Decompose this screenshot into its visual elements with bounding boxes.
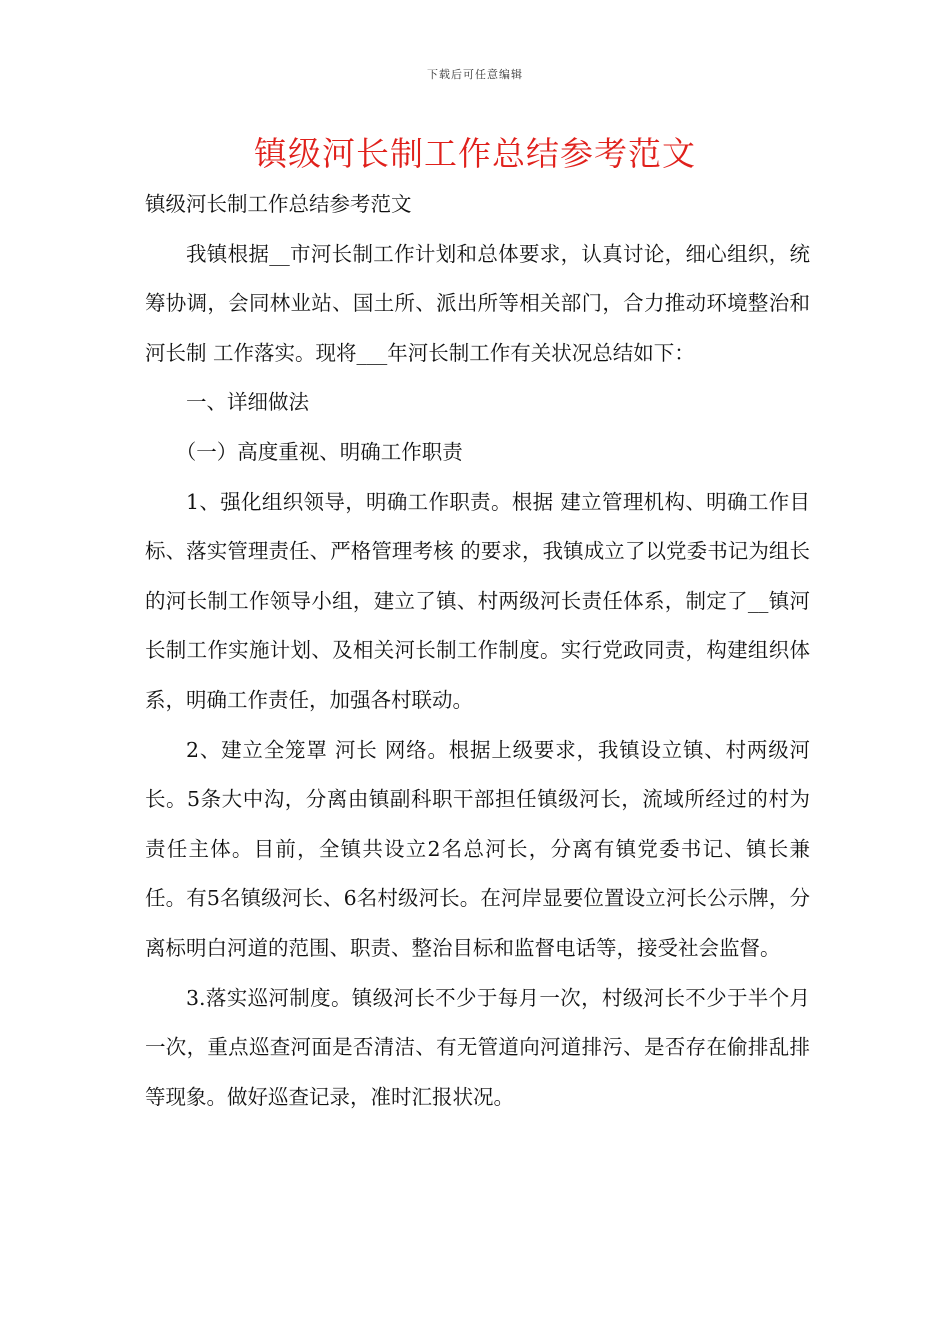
paragraph-intro: 我镇根据__市河长制工作计划和总体要求，认真讨论，细心组织，统筹协调，会同林业站、国土所、派出所等相关部门，合力推动环境整治和 河长制 工作落实。现将___年河长制工作有关状况总结如下： (145, 241, 810, 365)
subsection-heading: （一）高度重视、明确工作职责 (175, 439, 463, 464)
paragraph-item-1: 1、强化组织领导，明确工作职责。根据 建立管理机构、明确工作目标、落实管理责任、严格管理考核 的要求，我镇成立了以党委书记为组长的河长制工作领导小组，建立了镇、村两级河长责任体系，制定了__镇河长制工作实施计划、及相关河长制工作制度。实行党政同责，构建组织体系，明确工作责任，加强各村联动。 (145, 489, 810, 712)
document-title: 镇级河长制工作总结参考范文 (254, 134, 696, 173)
document-body (145, 180, 810, 1122)
document-subtitle: 镇级河长制工作总结参考范文 (145, 192, 412, 216)
paragraph-item-3: 3.落实巡河制度。镇级河长不少于每月一次，村级河长不少于半个月一次，重点巡查河面是否清洁、有无管道向河道排污、是否存在偷排乱排等现象。做好巡查记录，准时汇报状况。 (145, 985, 810, 1109)
section-heading: 一、详细做法 (186, 390, 309, 415)
header-note: 下载后可任意编辑 (427, 68, 523, 81)
paragraph-item-2: 2、建立全笼罩 河长 网络。根据上级要求，我镇设立镇、村两级河长。5条大中沟，分离由镇副科职干部担任镇级河长，流域所经过的村为责任主体。目前，全镇共设立2名总河长，分离有镇党委书记、镇长兼任。有5名镇级河长、6名村级河长。在河岸显要位置设立河长公示牌，分离标明白河道的范围、职责、整治目标和监督电话等，接受社会监督。 (145, 737, 810, 960)
